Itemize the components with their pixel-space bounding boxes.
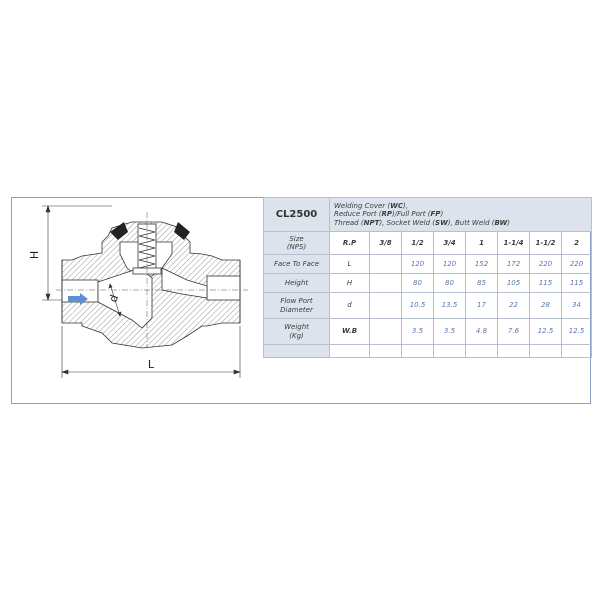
table-row	[264, 255, 592, 274]
value-cell: 28	[530, 293, 562, 319]
desc-line-2: Reduce Port (RP)/Full Port (FP)	[334, 210, 444, 219]
size-cell: 2	[562, 232, 592, 255]
row-label: Height	[264, 274, 330, 293]
value-cell: 220	[562, 255, 592, 274]
size-label-cell: Size (NPS)	[264, 232, 330, 255]
value-cell: 12.5	[562, 319, 592, 345]
value-cell: 172	[498, 255, 530, 274]
value-cell: 13.5	[434, 293, 466, 319]
row-code: L	[330, 255, 370, 274]
size-code-cell: R.P	[330, 232, 370, 255]
value-cell: 3.5	[434, 319, 466, 345]
row-code: W.B	[330, 319, 370, 345]
empty-cell	[264, 345, 330, 358]
size-cell: 1-1/2	[530, 232, 562, 255]
value-cell: 105	[498, 274, 530, 293]
desc-line-1: Welding Cover (WC),	[334, 201, 408, 210]
table-row	[264, 319, 592, 345]
row-label: Face To Face	[264, 255, 330, 274]
desc-line-3: Thread (NPT), Socket Weld (SW), Butt Weld (BW)	[334, 218, 510, 227]
value-cell: 12.5	[530, 319, 562, 345]
value-cell: 120	[434, 255, 466, 274]
value-cell: 85	[466, 274, 498, 293]
value-cell: 152	[466, 255, 498, 274]
size-cell: 1/2	[402, 232, 434, 255]
empty-cell	[530, 345, 562, 358]
row-label: Flow Port Diameter	[264, 293, 330, 319]
dim-d-label: d	[106, 293, 122, 305]
empty-cell	[466, 345, 498, 358]
empty-cell	[402, 345, 434, 358]
row-label: Weight (Kg)	[264, 319, 330, 345]
value-cell: 120	[402, 255, 434, 274]
value-cell	[370, 319, 402, 345]
empty-cell	[498, 345, 530, 358]
size-cell: 1-1/4	[498, 232, 530, 255]
value-cell: 7.6	[498, 319, 530, 345]
table-row	[264, 293, 592, 319]
row-code: H	[330, 274, 370, 293]
empty-cell	[562, 345, 592, 358]
value-cell: 3.5	[402, 319, 434, 345]
dim-L-label: L	[147, 358, 155, 371]
spec-table	[263, 197, 592, 358]
dim-H-label: H	[28, 250, 41, 260]
empty-cell	[370, 345, 402, 358]
table-row-empty	[264, 345, 592, 358]
empty-cell	[330, 345, 370, 358]
value-cell: 80	[402, 274, 434, 293]
value-cell: 4.8	[466, 319, 498, 345]
value-cell: 80	[434, 274, 466, 293]
value-cell: 220	[530, 255, 562, 274]
value-cell: 10.5	[402, 293, 434, 319]
empty-cell	[434, 345, 466, 358]
row-code: d	[330, 293, 370, 319]
value-cell	[370, 274, 402, 293]
value-cell: 22	[498, 293, 530, 319]
value-cell: 115	[562, 274, 592, 293]
table-description	[330, 198, 592, 232]
value-cell: 115	[530, 274, 562, 293]
size-cell: 3/8	[370, 232, 402, 255]
table-title: CL2500	[264, 198, 330, 232]
size-cell: 3/4	[434, 232, 466, 255]
value-cell	[370, 293, 402, 319]
valve-section-drawing	[12, 198, 267, 403]
value-cell	[370, 255, 402, 274]
table-row	[264, 274, 592, 293]
size-cell: 1	[466, 232, 498, 255]
value-cell: 17	[466, 293, 498, 319]
value-cell: 34	[562, 293, 592, 319]
